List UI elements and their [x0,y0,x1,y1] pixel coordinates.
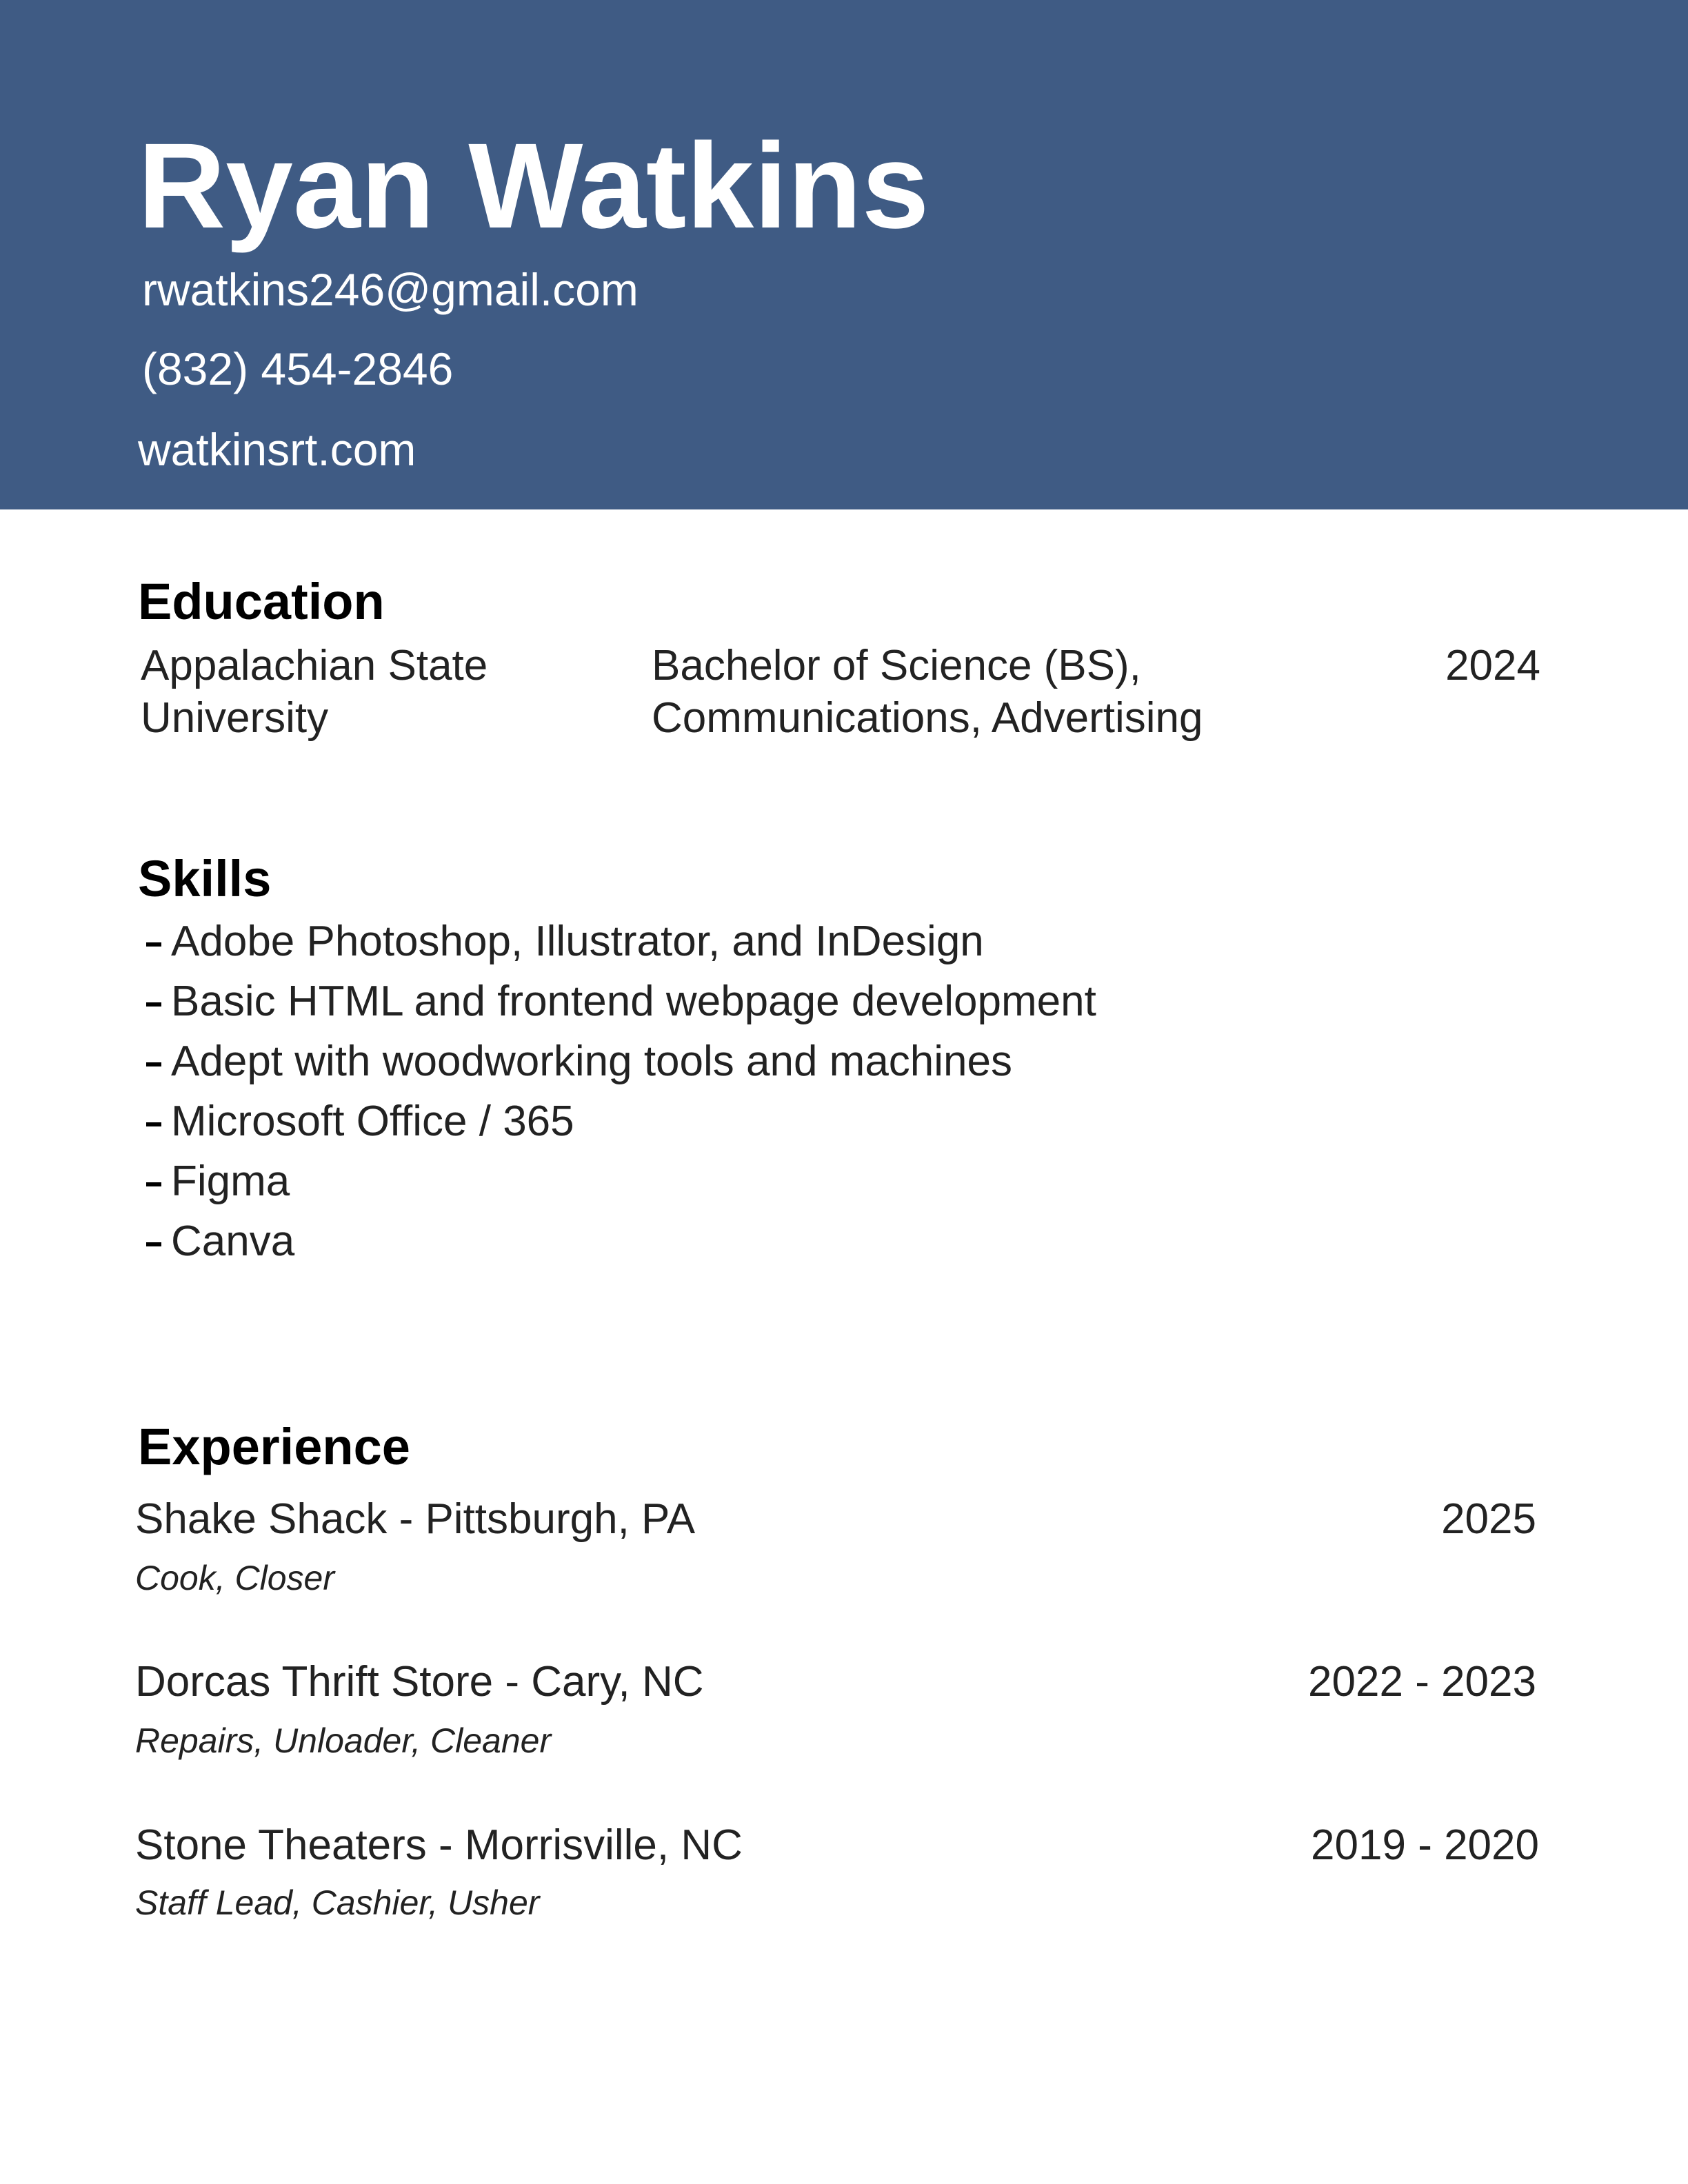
school-name [141,640,488,745]
dash-bullet-icon [146,1062,161,1066]
school-line-1: Appalachian State [141,642,488,689]
skills-heading: Skills [138,850,272,907]
skill-item: Canva [138,1211,1096,1271]
job-years: 2019 - 2020 [1311,1821,1539,1869]
graduation-year: 2024 [1445,642,1540,689]
dash-bullet-icon [146,1182,161,1186]
skills-list [138,911,1096,1271]
header-banner [0,0,1688,509]
degree-line-2: Communications, Advertising [652,694,1203,742]
job-role: Cook, Closer [135,1559,334,1597]
skill-item: Figma [138,1151,1096,1211]
experience-heading: Experience [138,1418,410,1475]
job-role: Repairs, Unloader, Cleaner [135,1721,552,1760]
dash-bullet-icon [146,1122,161,1126]
skill-item: Microsoft Office / 365 [138,1091,1096,1151]
phone: (832) 454-2846 [142,343,454,394]
dash-bullet-icon [146,1002,161,1007]
website[interactable]: watkinsrt.com [138,424,416,475]
school-line-2: University [141,694,329,742]
email[interactable]: rwatkins246@gmail.com [142,264,639,315]
candidate-name: Ryan Watkins [138,119,930,254]
job-title: Dorcas Thrift Store - Cary, NC [135,1658,704,1706]
job-title: Stone Theaters - Morrisville, NC [135,1821,743,1869]
dash-bullet-icon [146,1242,161,1246]
skill-item: Adobe Photoshop, Illustrator, and InDesign [138,911,1096,971]
job-years: 2025 [1441,1495,1536,1543]
job-title: Shake Shack - Pittsburgh, PA [135,1495,696,1543]
skill-item: Adept with woodworking tools and machines [138,1031,1096,1091]
degree-line-1: Bachelor of Science (BS), [652,642,1141,689]
education-heading: Education [138,573,385,630]
skill-item: Basic HTML and frontend webpage development [138,971,1096,1031]
dash-bullet-icon [146,942,161,947]
job-years: 2022 - 2023 [1308,1658,1536,1706]
degree [652,640,1203,745]
job-role: Staff Lead, Cashier, Usher [135,1883,540,1922]
